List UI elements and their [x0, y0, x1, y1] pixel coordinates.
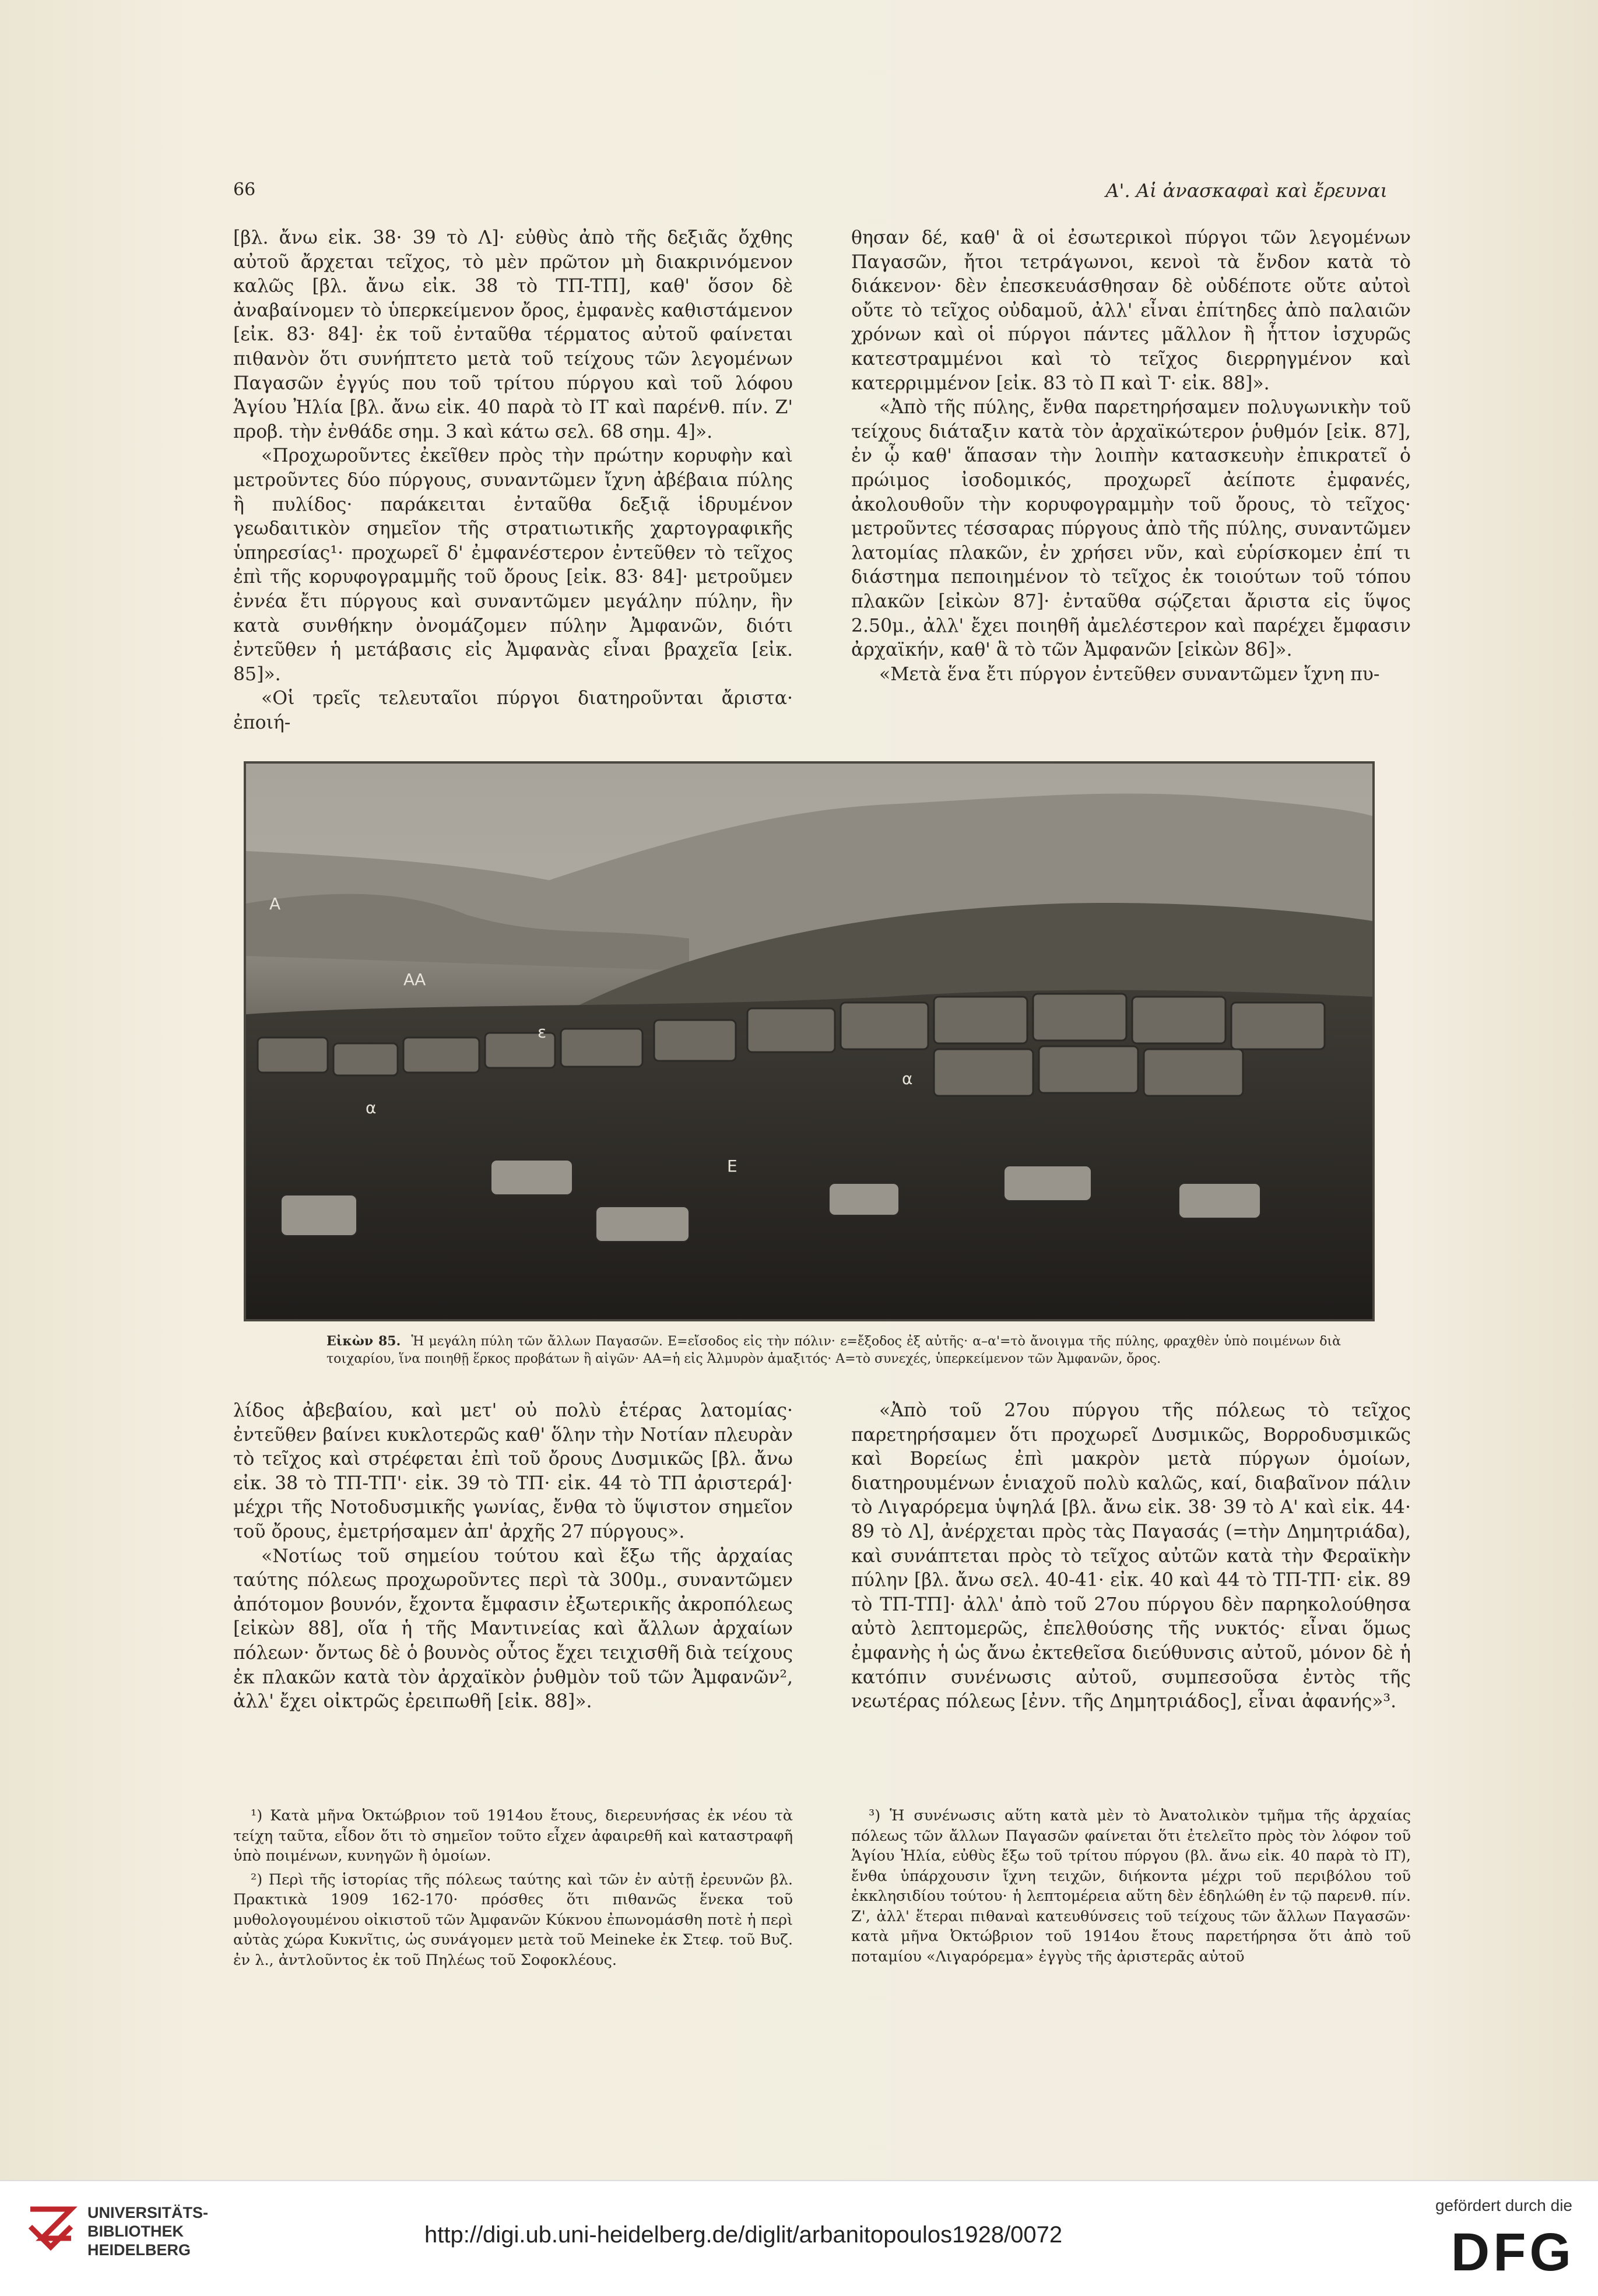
- library-name: [87, 2203, 208, 2259]
- left-column-upper: [233, 226, 793, 751]
- caption-label: Εἰκὼν 85.: [326, 1334, 401, 1349]
- paragraph: «Ἀπὸ τῆς πύλης, ἔνθα παρετηρήσαμεν πολυγωνικὴν τοῦ τείχους διάταξιν κατὰ τὸν ἀρχαϊκώτερον ῥυθμόν [εἰκ. 87], ἐν ᾧ καθ' ἅπασαν τὴν λοιπὴν κατασκευὴν ἐπικρατεῖ ὁ πρώιμος ἰσοδομικός, προχωρεῖ ἀείποτε ἐμφανές, ἀκολουθοῦν τὴν κορυφογραμμὴν τοῦ ὄρους, τὸ τεῖχος· μετροῦντες τέσσαρας πύργους ἀπὸ τῆς πύλης, συναντῶμεν λατομίας πλακῶν, ἐν χρήσει νῦν, καὶ εὑρίσκομεν ἐπί τι διάστημα πεποιημένον τὸ τεῖχος ἐκ τοιούτων τοῦ τόπου πλακῶν [εἰκὼν 87]· ἐνταῦθα σῴζεται ἄριστα εἰς ὕψος 2.50μ., ἀλλ' ἔχει ποιηθῆ ἀμελέστερον καὶ παρέχει ἔμφασιν ἀρχαϊκήν, καθ' ἃ τὸ τῶν Ἀμφανῶν [εἰκὼν 86]».: [851, 397, 1411, 661]
- footnote: ³) Ἡ συνένωσις αὕτη κατὰ μὲν τὸ Ἀνατολικὸν τμῆμα τῆς ἀρχαίας πόλεως τῶν ἄλλων Παγασῶν φαίνεται ὅτι ἐτελεῖτο πρὸς τὸν λόφον τοῦ Ἁγίου Ἠλία, εὐθὺς ἔξω τοῦ τρίτου πύργου (βλ. ἄνω εἰκ. 40 παρὰ τὸ ΙΤ), ἔνθα ὑπάρχουσιν ἴχνη τειχῶν, διήκοντα μέχρι τοῦ περιβόλου τοῦ ἐκκλησιδίου τούτου· ἡ λεπτομέρεια αὕτη δὲν ἐδηλώθη ἐν τῷ παρενθ. πίν. Ζ', ἀλλ' ἕτεραι πιθαναὶ κατευθύνσεις τοῦ τείχους τῶν ἄλλων Παγασῶν· κατὰ μῆνα Ὀκτώβριον τοῦ 1914ου ἔτους παρετήρησα ὅτι ἀπὸ τοῦ ποταμίου «Λιγαρόρεμα» ἐγγὺς τῆς ἀριστερᾶς αὐτοῦ: [851, 1807, 1411, 1966]
- paragraph: λίδος ἀβεβαίου, καὶ μετ' οὐ πολὺ ἑτέρας λατομίας· ἐντεῦθεν βαίνει κυκλοτερῶς καθ' ὅλην τὴν Νοτίαν πλευρὰν τὸ τεῖχος καὶ στρέφεται ἐπὶ τοῦ ὄρους Δυσμικῶς [βλ. ἄνω εἰκ. 38 τὸ ΤΠ-ΤΠ'· εἰκ. 39 τὸ ΤΠ· εἰκ. 44 τὸ ΤΠ ἀριστερά]· μέχρι τῆς Νοτοδυσμικῆς γωνίας, ἔνθα τὸ ὕψιστον σημεῖον τοῦ ὄρους, ἐμετρήσαμεν ἀπ' ἀρχῆς 27 πύργους».: [233, 1400, 793, 1542]
- footnote: ¹) Κατὰ μῆνα Ὀκτώβριον τοῦ 1914ου ἔτους, διερευνήσας ἐκ νέου τὰ τείχη ταῦτα, εἶδον ὅτι τὸ σημεῖον τοῦτο εἶχεν ἀφαιρεθῆ καὶ καταστραφῆ ὑπὸ ποιμένων, κυνηγῶν ἢ ὁμοίων.: [233, 1807, 793, 1865]
- funded-by-text: gefördert durch die: [1435, 2196, 1572, 2214]
- library-line: BIBLIOTHEK: [87, 2223, 184, 2240]
- footnotes-right: [851, 1806, 1411, 1986]
- library-line: HEIDELBERG: [87, 2241, 191, 2259]
- figure-caption: [326, 1332, 1341, 1368]
- label-AA: ΑΑ: [403, 970, 426, 989]
- label-alpha-right: α: [902, 1069, 913, 1088]
- right-column-lower: [851, 1399, 1411, 1784]
- paragraph: «Μετὰ ἕνα ἔτι πύργον ἐντεῦθεν συναντῶμεν ἴχνη πυ-: [879, 663, 1380, 685]
- right-column-upper: [851, 226, 1411, 751]
- running-head: [233, 180, 1388, 215]
- label-epsilon: ε: [538, 1022, 547, 1042]
- caption-text: Ἡ μεγάλη πύλη τῶν ἄλλων Παγασῶν. Ε=εἴσοδος εἰς τὴν πόλιν· ε=ἔξοδος ἐξ αὐτῆς· α–α'=τὸ ἄνοιγμα τῆς πύλης, φραχθὲν ὑπὸ ποιμένων διὰ τοιχαρίου, ἵνα ποιηθῇ ἕρκος προβάτων ἢ αἰγῶν· ΑΑ=ἡ εἰς Ἁλμυρὸν ἁμαξιτός· Α=τὸ συνεχές, ὑπερκείμενον τῶν Ἀμφανῶν, ὄρος.: [326, 1334, 1341, 1366]
- label-alpha-left: α: [366, 1098, 377, 1117]
- permalink-link[interactable]: http://digi.ub.uni-heidelberg.de/diglit/arbanitopoulos1928/0072: [424, 2222, 1063, 2248]
- digitization-footer: [0, 2180, 1598, 2296]
- university-library-logo-icon: [19, 2197, 83, 2262]
- page-number: 66: [233, 180, 256, 200]
- left-column-lower: [233, 1399, 793, 1784]
- landscape-photo: [246, 764, 1372, 1319]
- footnote: ²) Περὶ τῆς ἱστορίας τῆς πόλεως ταύτης καὶ τῶν ἐν αὐτῇ ἐρευνῶν βλ. Πρακτικὰ 1909 162-170· πρόσθες ὅτι πιθανῶς ἕνεκα τοῦ μυθολογουμένου οἰκιστοῦ τῶν Ἀμφανῶν Κύκνου ἐπωνομάσθη ποτὲ ἡ περὶ αὐτὰς χώρα Κυκνῖτις, ὡς συνάγομεν μετὰ τοῦ Meineke ἐκ Στεφ. τοῦ Βυζ. ἐν λ., ἀντλοῦντος ἐκ τοῦ Πηλέως τοῦ Σοφοκλέους.: [233, 1870, 793, 1969]
- figure-85-photograph: [244, 761, 1375, 1321]
- library-line: UNIVERSITÄTS-: [87, 2204, 209, 2221]
- running-title: Α'. Αἱ ἀνασκαφαὶ καὶ ἔρευναι: [1105, 180, 1388, 202]
- paragraph: «Οἱ τρεῖς τελευταῖοι πύργοι διατηροῦνται ἄριστα· ἐποιή-: [233, 688, 793, 733]
- label-E: Ε: [727, 1156, 737, 1176]
- paragraph: «Νοτίως τοῦ σημείου τούτου καὶ ἔξω τῆς ἀρχαίας ταύτης πόλεως προχωροῦντες περὶ τὰ 300μ., συναντῶμεν ἀπότομον βουνόν, ἔχοντα ἔμφασιν ἐξωτερικῆς ἀκροπόλεως [εἰκὼν 88], οἵα ἡ τῆς Μαντινείας καὶ ἄλλων ἀρχαίων πόλεων· ὄντως δὲ ὁ βουνὸς οὗτος ἔχει τειχισθῆ διὰ τείχους ἐκ πλακῶν κατὰ τὸν ἀρχαϊκὸν ῥυθμὸν τοῦ τῶν Ἀμφανῶν², ἀλλ' ἔχει οἰκτρῶς ἐρειπωθῆ [εἰκ. 88]».: [233, 1545, 793, 1713]
- label-A: Α: [269, 894, 281, 913]
- paragraph: [βλ. ἄνω εἰκ. 38· 39 τὸ Λ]· εὐθὺς ἀπὸ τῆς δεξιᾶς ὄχθης αὐτοῦ ἄρχεται τεῖχος, τὸ μὲν πρῶτον μὴ διακρινόμενον καλῶς [βλ. ἄνω εἰκ. 38 τὸ ΤΠ-ΤΠ], καθ' ὅσον δὲ ἀναβαίνομεν τὸ ὑπερκείμενον ὄρος, ἐμφανὲς καθιστάμενον [εἰκ. 83· 84]· ἐκ τοῦ ἐνταῦθα τέρματος αὐτοῦ φαίνεται πιθανὸν ὅτι συνήπτετο μετὰ τοῦ τείχους τῶν λεγομένων Παγασῶν ἐγγύς που τοῦ τρίτου πύργου καὶ τοῦ λόφου Ἁγίου Ἠλία [βλ. ἄνω εἰκ. 40 παρὰ τὸ ΙΤ καὶ παρένθ. πίν. Ζ' προβ. τὴν ἐνθάδε σημ. 3 καὶ κάτω σελ. 68 σημ. 4]».: [233, 227, 793, 442]
- dfg-logo: DFG: [1451, 2223, 1575, 2282]
- paragraph: «Ἀπὸ τοῦ 27ου πύργου τῆς πόλεως τὸ τεῖχος παρετηρήσαμεν ὅτι προχωρεῖ Δυσμικῶς, Βορροδυσμικῶς καὶ Βορείως ἐπὶ μακρὸν μετὰ πύργων ὁμοίων, διατηρουμένων ἑνιαχοῦ πολὺ καλῶς, καί, διαβαῖνον πάλιν τὸ Λιγαρόρεμα ὑψηλά [βλ. ἄνω εἰκ. 38· 39 τὸ Α' καὶ εἰκ. 44· 89 τὸ Λ], ἀνέρχεται πρὸς τὰς Παγασάς (=τὴν Δημητριάδα), καὶ συνάπτεται πρὸς τὸ τεῖχος αὐτῶν κατὰ τὴν Φεραϊκὴν πύλην [βλ. ἄνω σελ. 40-41· εἰκ. 40 καὶ 44 τὸ ΤΠ-ΤΠ· εἰκ. 89 τὸ ΤΠ-ΤΠ]· ἀλλ' ἀπὸ τοῦ 27ου πύργου δὲν παρηκολούθησα αὐτὸ λεπτομερῶς, ἐπελθούσης τῆς νυκτός· εἶναι ὅμως ἐμφανὴς ἡ ὡς ἄνω ἐκτεθεῖσα διεύθυνσις αὐτοῦ, μόνον δὲ ἡ κατόπιν συνένωσις αὐτοῦ, συμπεσοῦσα ἐντὸς τῆς νεωτέρας πόλεως [ἐνν. τῆς Δημητριάδος], εἶναι ἀφανής»³.: [851, 1400, 1411, 1713]
- paragraph: θησαν δέ, καθ' ἃ οἱ ἐσωτερικοὶ πύργοι τῶν λεγομένων Παγασῶν, ἤτοι τετράγωνοι, κενοὶ τὰ ἔνδον κατὰ τὸ διάκενον· δὲν ἐπεσκευάσθησαν δὲ οὐδέποτε οὔτε αὐτοὶ οὔτε τὸ τεῖχος οὐδαμοῦ, ἀλλ' εἶναι ἐπίτηδες ἀπὸ παλαιῶν χρόνων καὶ οἱ πύργοι πάντες μᾶλλον ἢ ἧττον ἰσχυρῶς κατεστραμμένοι καὶ τὸ τεῖχος διερρηγμένον καὶ κατερριμμένον [εἰκ. 83 τὸ Π καὶ Τ· εἰκ. 88]».: [851, 227, 1411, 394]
- footnotes-left: [233, 1806, 793, 1986]
- paragraph: «Προχωροῦντες ἐκεῖθεν πρὸς τὴν πρώτην κορυφὴν καὶ μετροῦντες δύο πύργους, συναντῶμεν ἴχνη ἀβέβαια πύλης ἢ πυλίδος· παράκειται ἐνταῦθα δεξιᾷ ἱδρυμένον γεωδαιτικὸν σημεῖον τῆς στρατιωτικῆς χαρτογραφικῆς ὑπηρεσίας¹· προχωρεῖ δ' ἐμφανέστερον ἐντεῦθεν τὸ τεῖχος ἐπὶ τῆς κορυφογραμμῆς τοῦ ὄρους [εἰκ. 83· 84]· μετροῦμεν ἐννέα ἔτι πύργους καὶ συναντῶμεν μεγάλην πύλην, ἣν κατὰ συνθήκην ὀνομάζομεν πύλην Ἀμφανῶν, διότι ἐντεῦθεν ἡ μετάβασις εἰς Ἀμφανὰς εἶναι βραχεῖα [εἰκ. 85]».: [233, 445, 793, 685]
